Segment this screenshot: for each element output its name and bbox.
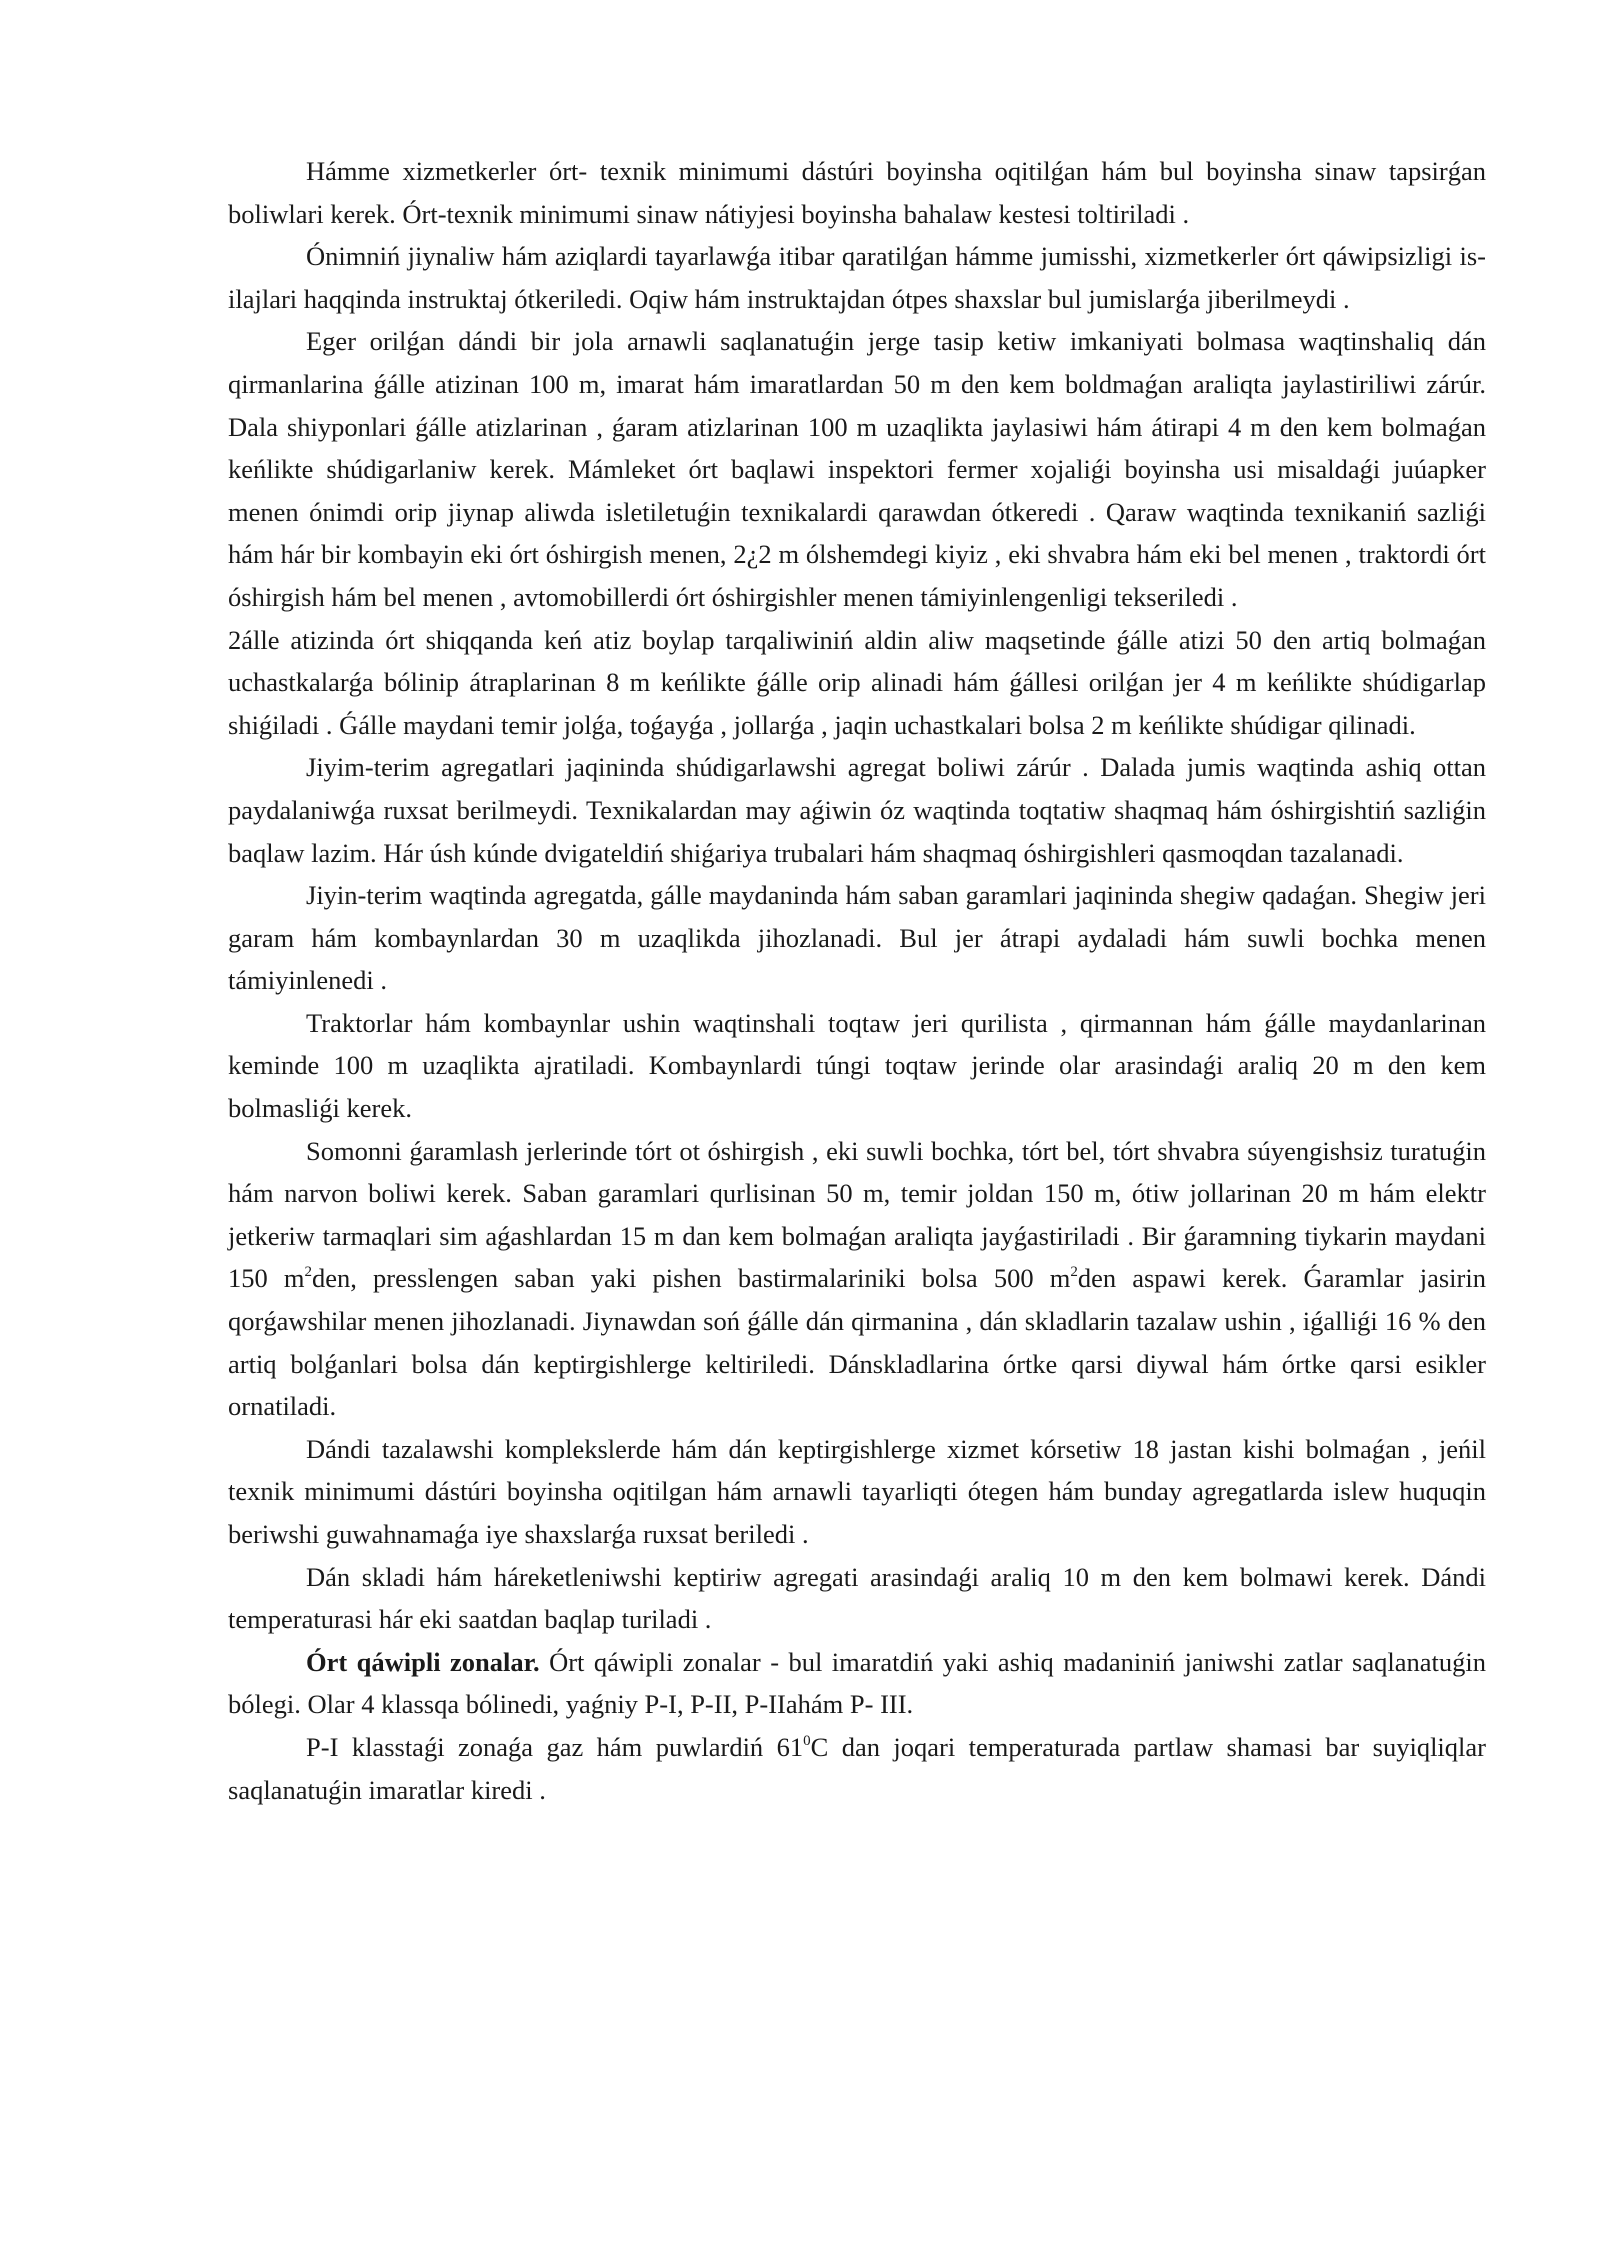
paragraph-4: 2álle atizinda órt shiqqanda keń atiz boylap tarqaliwiniń aldin aliw maqsetinde ǵálle atizi 50 den artiq bolmaǵan uchastkalarǵa bólinip átraplarinan 8 m keńlikte ǵálle orip alinadi hám ǵállesi orilǵan jer 4 m keńlikte shúdigarlap shiǵiladi . Ǵálle maydani temir jolǵa, toǵayǵa , jollarǵa , jaqin uchastkalari bolsa 2 m keńlikte shúdigar qilinadi. [228,624,1486,740]
paragraph-11-body: Órt qáwipli zonalar - bul imaratdiń yaki ashiq madaniniń janiwshi zatlar saqlanatuǵin bólegi. Olar 4 klassqa bólinedi, yaǵniy P-I, P-II, P-IIahám P- III. [228,1646,1486,1720]
paragraph-3: Eger orilǵan dándi bir jola arnawli saqlanatuǵin jerge tasip ketiw imkaniyati bolmasa waqtinshaliq dán qirmanlarina ǵálle atizinan 100 m, imarat hám imaratlardan 50 m den kem boldmaǵan araliqta jaylastiriliwi zárúr. Dala shiyponlari ǵálle atizlarinan , ǵaram atizlarinan 100 m uzaqlikta jaylasiwi hám átirapi 4 m den kem bolmaǵan keńlikte shúdigarlaniw kerek. Mámleket órt baqlawi inspektori fermer xojaliǵi boyinsha usi misaldaǵi juúapker menen ónimdi orip jiynap aliwda isletiletuǵin texnikalardi qarawdan ótkeredi . Qaraw waqtinda texnikaniń sazliǵi hám hár bir kombayin eki órt óshirgish menen, 2¿2 m ólshemdegi kiyiz , eki shvabra hám eki bel menen , traktordi órt óshirgish hám bel menen , avtomobillerdi órt óshirgishler menen támiyinlengenligi tekseriledi . [228,326,1486,612]
superscript: 2 [1070,1264,1078,1281]
section-heading: Órt qáwipli zonalar. [306,1646,540,1677]
paragraph-12 [228,1726,1486,1811]
paragraph-9: Dándi tazalawshi komplekslerde hám dán keptirgishlerge xizmet kórsetiw 18 jastan kishi bolmaǵan , jeńil texnik minimumi dástúri boyinsha oqitilgan hám arnawli tayarliqti ótegen hám bunday agregatlarda islew huquqin beriwshi guwahnamaǵa iye shaxslarǵa ruxsat beriledi . [228,1433,1486,1549]
paragraph-8-part-2: den, presslengen saban yaki pishen bastirmalariniki bolsa 500 m [312,1263,1071,1294]
paragraph-7: Traktorlar hám kombaynlar ushin waqtinshali toqtaw jeri qurilista , qirmannan hám ǵálle maydanlarinan keminde 100 m uzaqlikta ajratiladi. Kombaynlardi túngi toqtaw jerinde olar arasindaǵi araliq 20 m den kem bolmasliǵi kerek. [228,1007,1486,1124]
paragraph-8 [228,1130,1486,1428]
document-page [228,150,1486,1811]
paragraph-12-part-1: P-I klasstaǵi zonaǵa gaz hám puwlardiń 61 [306,1731,804,1762]
paragraph-8-part-1: Somonni ǵaramlash jerlerinde tórt ot óshirgish , eki suwli bochka, tórt bel, tórt shvabra súyengishsiz turatuǵin hám narvon boliwi kerek. Saban garamlari qurlisinan 50 m, temir joldan 150 m, ótiw jollarinan 20 m hám elektr jetkeriw tarmaqlari sim aǵashlardan 15 m dan kem bolmaǵan araliqta jayǵastiriladi . Bir ǵaramning tiykarin maydani 150 m [228,1135,1486,1294]
superscript: 2 [304,1264,312,1281]
superscript: 0 [803,1732,811,1749]
paragraph-10: Dán skladi hám háreketleniwshi keptiriw agregati arasindaǵi araliq 10 m den kem bolmawi kerek. Dándi temperaturasi hár eki saatdan baqlap turiladi . [228,1561,1486,1635]
paragraph-1: Hámme xizmetkerler órt- texnik minimumi dástúri boyinsha oqitilǵan hám bul boyinsha sinaw tapsirǵan boliwlari kerek. Órt-texnik minimumi sinaw nátiyjesi boyinsha bahalaw kestesi toltiriladi . [228,156,1486,229]
paragraph-5: Jiyim-terim agregatlari jaqininda shúdigarlawshi agregat boliwi zárúr . Dalada jumis waqtinda ashiq ottan paydalaniwǵa ruxsat berilmeydi. Texnikalardan may aǵiwin óz waqtinda toqtatiw shaqmaq hám óshirgishtiń sazliǵin baqlaw lazim. Hár úsh kúnde dvigateldiń shiǵariya trubalari hám shaqmaq óshirgishleri qasmoqdan tazalanadi. [228,752,1486,868]
paragraph-6: Jiyin-terim waqtinda agregatda, gálle maydaninda hám saban garamlari jaqininda shegiw qadaǵan. Shegiw jeri garam hám kombaynlardan 30 m uzaqlikda jihozlanadi. Bul jer átrapi aydaladi hám suwli bochka menen támiyinlenedi . [228,880,1486,996]
paragraph-12-part-2: C dan joqari temperaturada partlaw shamasi bar suyiqliqlar saqlanatuǵin imaratlar kiredi . [228,1731,1486,1805]
paragraph-2: Ónimniń jiynaliw hám aziqlardi tayarlawǵa itibar qaratilǵan hámme jumisshi, xizmetkerler órt qáwipsizligi is-ilajlari haqqinda instruktaj ótkeriledi. Oqiw hám instruktajdan ótpes shaxslar bul jumislarǵa jiberilmeydi . [228,241,1486,314]
paragraph-8-part-3: den aspawi kerek. Ǵaramlar jasirin qorǵawshilar menen jihozlanadi. Jiynawdan soń ǵálle dán qirmanina , dán skladlarin tazalaw ushin , iǵalliǵi 16 % den artiq bolǵanlari bolsa dán keptirgishlerge keltiriledi. Dánskladlarina órtke qarsi diywal hám órtke qarsi esikler ornatiladi. [228,1263,1486,1422]
paragraph-11 [228,1641,1486,1726]
